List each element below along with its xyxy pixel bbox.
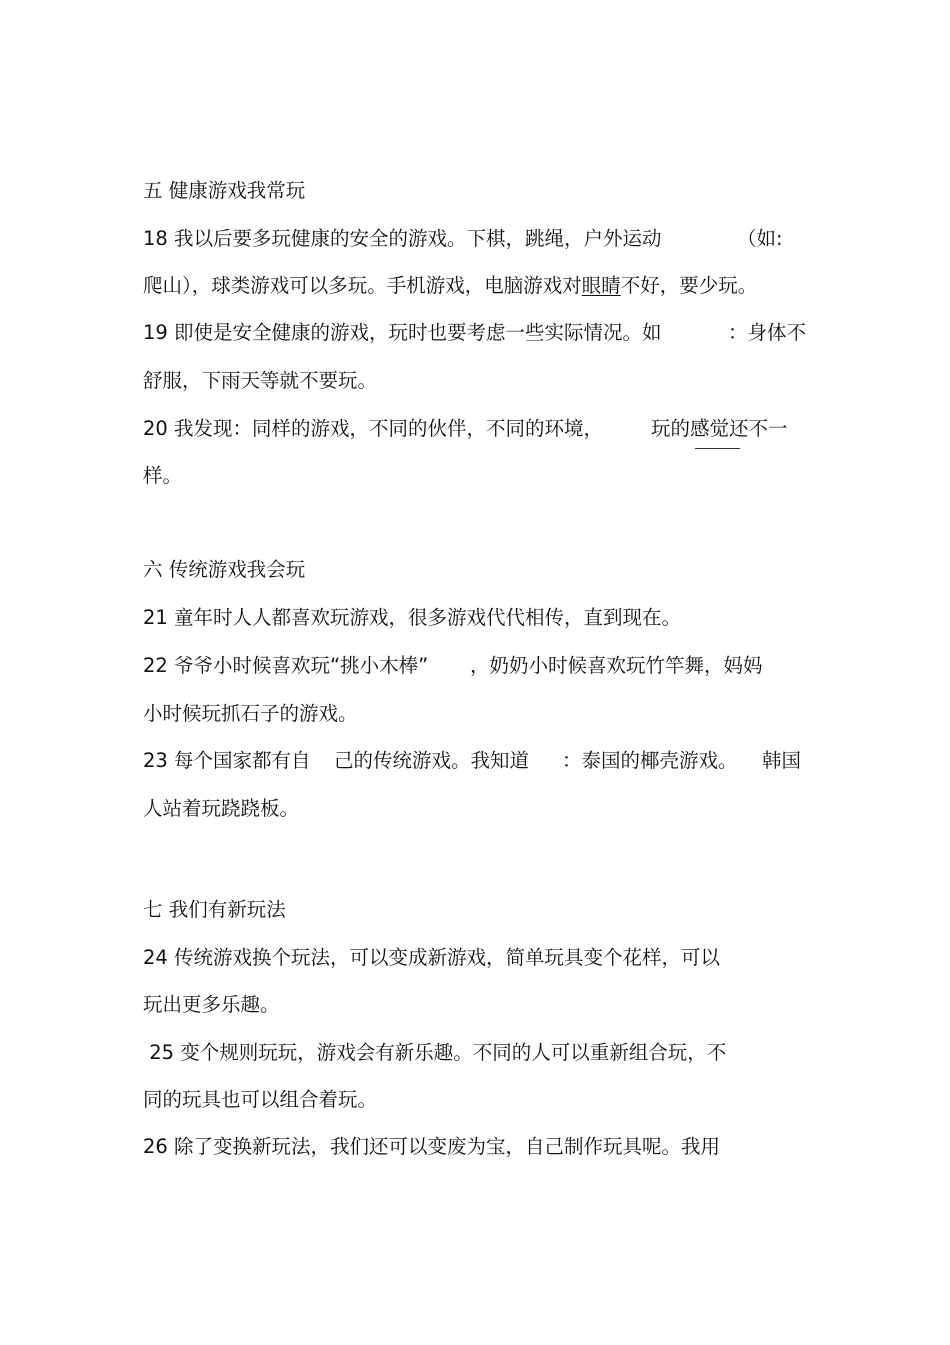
section-heading-6: 六 传统游戏我会玩 [143,558,306,581]
paragraph-23-line-1-mid: 己的传统游戏。我知道 [334,749,530,772]
paragraph-22-line-2: 小时候玩抓石子的游戏。 [143,702,358,725]
paragraph-19-line-1: 19 即使是安全健康的游戏，玩时也要考虑一些实际情况。如 [143,321,662,344]
paragraph-19-line-1-end: ：身体不 [728,321,807,344]
paragraph-23-line-1: 23 每个国家都有自 [143,749,311,772]
paragraph-24-line-2: 玩出更多乐趣。 [143,993,280,1016]
paragraph-18-line-1: 18 我以后要多玩健康的安全的游戏。下棋，跳绳，户外运动 [143,227,662,250]
section-heading-7: 七 我们有新玩法 [143,898,286,921]
paragraph-18-line-1-end: （如: [737,227,783,250]
paragraph-21-line-1: 21 童年时人人都喜欢玩游戏，很多游戏代代相传，直到现在。 [143,606,682,629]
paragraph-18-line-2-end: 不好，要少玩。 [620,274,758,297]
paragraph-22-line-1: 22 爷爷小时候喜欢玩“挑小木棒” [143,654,429,677]
paragraph-23-line-2: 人站着玩跷跷板。 [143,797,300,820]
underline-rule [695,448,740,449]
paragraph-26-line-1: 26 除了变换新玩法，我们还可以变废为宝，自己制作玩具呢。我用 [143,1135,721,1158]
section-heading-5: 五 健康游戏我常玩 [143,179,306,202]
paragraph-25-line-2: 同的玩具也可以组合着玩。 [143,1088,378,1111]
paragraph-22-line-1-end: ，奶奶小时候喜欢玩竹竿舞，妈妈 [470,654,763,677]
paragraph-25-line-1: 25 变个规则玩玩，游戏会有新乐趣。不同的人可以重新组合玩，不 [143,1041,727,1064]
paragraph-19-line-2: 舒服，下雨天等就不要玩。 [143,369,378,392]
paragraph-24-line-1: 24 传统游戏换个玩法，可以变成新游戏，简单玩具变个花样，可以 [143,946,721,969]
paragraph-18-line-2-start: 爬山），球类游戏可以多玩。手机游戏，电脑游戏对 [143,274,582,297]
paragraph-18-line-2 [143,273,757,299]
underlined-word-eyes: 眼睛 [581,274,621,297]
paragraph-23-line-1-mid2: ：泰国的椰壳游戏。 [562,749,738,772]
paragraph-20-line-1: 20 我发现：同样的游戏，不同的伙伴，不同的环境， [143,417,604,440]
paragraph-23-line-1-end: 韩国 [762,749,802,772]
paragraph-20-line-1-end: 玩的感觉还不一 [651,417,788,440]
paragraph-20-line-2: 样。 [143,464,183,487]
